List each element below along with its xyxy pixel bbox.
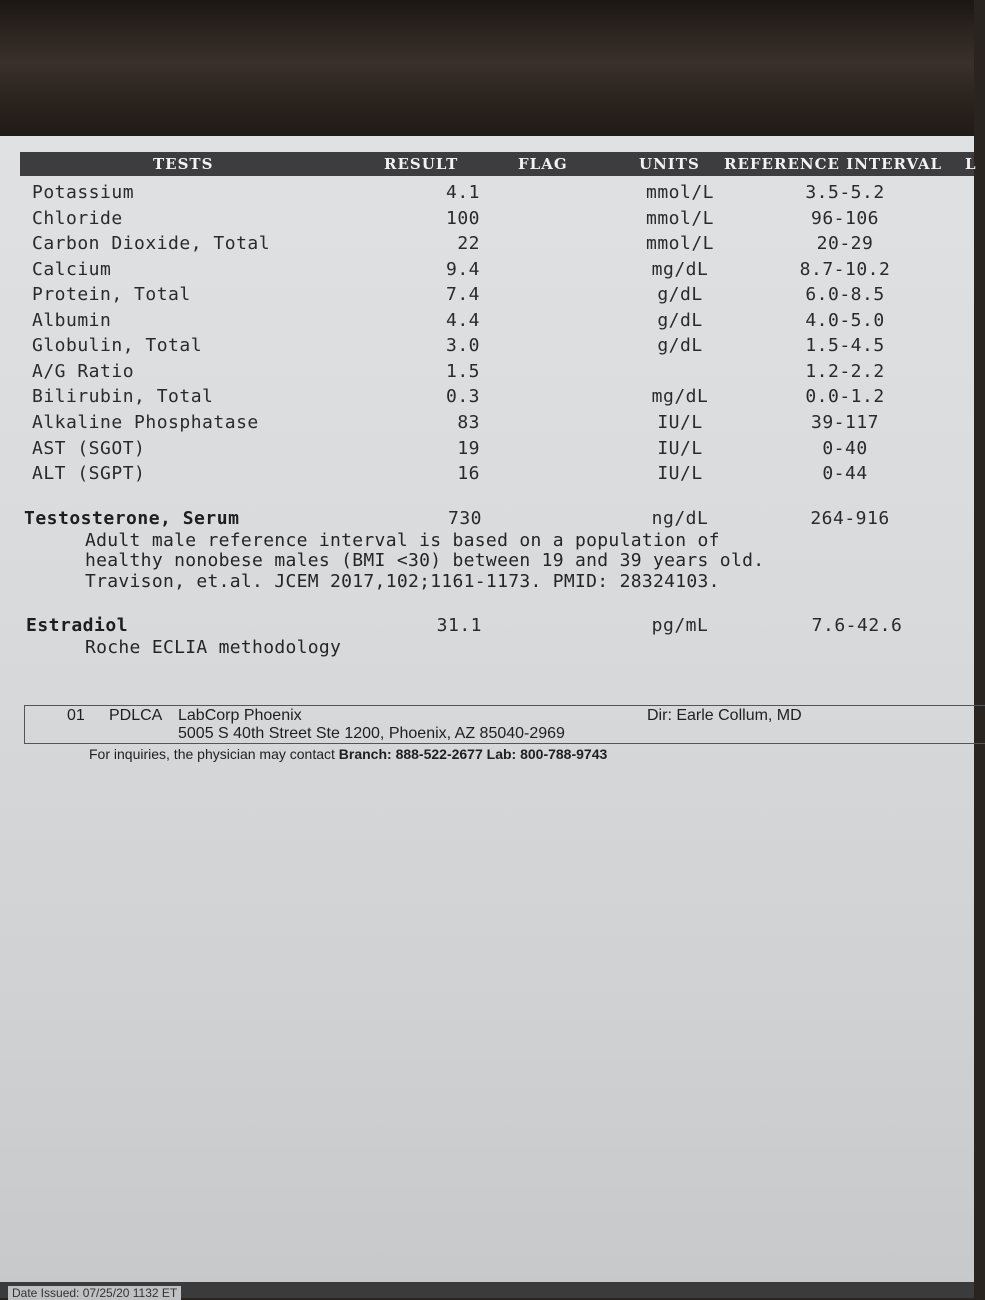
test-result: 7.4	[445, 284, 480, 305]
test-name: Testosterone, Serum	[24, 508, 240, 529]
test-name: Globulin, Total	[32, 335, 203, 356]
test-result: 0.3	[445, 386, 480, 407]
header-flag: FLAG	[518, 155, 568, 173]
test-result: 16	[457, 463, 480, 484]
lab-code: 01	[67, 707, 85, 724]
testosterone-note-line3: Travison, et.al. JCEM 2017,102;1161-1173. PMID: 28324103.	[85, 571, 720, 592]
testosterone-note-line1: Adult male reference interval is based on a population of	[85, 530, 720, 551]
test-result: 730	[447, 508, 482, 529]
test-name: Estradiol	[26, 615, 129, 636]
test-units: IU/L	[657, 463, 703, 484]
test-reference: 0-44	[822, 463, 868, 484]
results-table-header	[20, 152, 977, 176]
test-units: g/dL	[657, 284, 703, 305]
test-reference: 0-40	[822, 438, 868, 459]
lab-name: LabCorp Phoenix	[178, 707, 302, 724]
test-name: Calcium	[32, 259, 112, 280]
test-name: Potassium	[32, 182, 135, 203]
test-result: 31.1	[436, 615, 482, 636]
test-reference: 4.0-5.0	[805, 310, 885, 331]
test-reference: 20-29	[816, 233, 874, 254]
test-name: Bilirubin, Total	[32, 386, 214, 407]
table-background	[0, 0, 974, 140]
test-reference: 1.5-4.5	[805, 335, 885, 356]
test-units: IU/L	[657, 438, 703, 459]
testosterone-note-line2: healthy nonobese males (BMI <30) between 19 and 39 years old.	[85, 550, 765, 571]
test-name: Protein, Total	[32, 284, 191, 305]
test-result: 4.4	[445, 310, 480, 331]
test-name: A/G Ratio	[32, 361, 135, 382]
test-result: 4.1	[445, 182, 480, 203]
test-reference: 0.0-1.2	[805, 386, 885, 407]
test-reference: 6.0-8.5	[805, 284, 885, 305]
test-result: 9.4	[445, 259, 480, 280]
test-name: ALT (SGPT)	[32, 463, 146, 484]
header-extra: L	[965, 155, 977, 173]
test-result: 83	[457, 412, 480, 433]
test-reference: 8.7-10.2	[799, 259, 891, 280]
header-units: UNITS	[639, 155, 700, 173]
header-result: RESULT	[384, 155, 459, 173]
test-units: mmol/L	[645, 182, 715, 203]
lab-site: PDLCA	[109, 707, 163, 724]
lab-director: Dir: Earle Collum, MD	[647, 707, 802, 724]
test-reference: 96-106	[810, 208, 880, 229]
test-units: g/dL	[657, 335, 703, 356]
test-reference: 264-916	[810, 508, 890, 529]
date-issued: Date Issued: 07/25/20 1132 ET	[8, 1286, 181, 1300]
inquiry-phone-numbers: Branch: 888-522-2677 Lab: 800-788-9743	[338, 746, 608, 762]
test-units: pg/mL	[651, 615, 709, 636]
lab-address: 5005 S 40th Street Ste 1200, Phoenix, AZ 85040-2969	[178, 725, 565, 742]
test-reference: 39-117	[810, 412, 880, 433]
test-name: AST (SGOT)	[32, 438, 146, 459]
inquiry-prefix: For inquiries, the physician may contact	[89, 746, 339, 762]
test-name: Alkaline Phosphatase	[32, 412, 259, 433]
test-name: Albumin	[32, 310, 112, 331]
estradiol-note: Roche ECLIA methodology	[85, 637, 342, 658]
header-reference-interval: REFERENCE INTERVAL	[724, 155, 943, 173]
inquiry-contact	[89, 746, 607, 762]
test-reference: 3.5-5.2	[805, 182, 885, 203]
test-units: mmol/L	[645, 233, 715, 254]
test-units: ng/dL	[651, 508, 709, 529]
test-result: 3.0	[445, 335, 480, 356]
test-result: 100	[445, 208, 480, 229]
test-units: g/dL	[657, 310, 703, 331]
lab-info-box	[24, 705, 985, 744]
test-units: mmol/L	[645, 208, 715, 229]
test-name: Carbon Dioxide, Total	[32, 233, 271, 254]
test-reference: 1.2-2.2	[805, 361, 885, 382]
test-reference: 7.6-42.6	[811, 615, 903, 636]
test-units: mg/dL	[651, 259, 709, 280]
header-tests: TESTS	[153, 155, 214, 173]
test-name: Chloride	[32, 208, 123, 229]
test-result: 19	[457, 438, 480, 459]
test-units: mg/dL	[651, 386, 709, 407]
test-result: 22	[457, 233, 480, 254]
test-units: IU/L	[657, 412, 703, 433]
test-result: 1.5	[445, 361, 480, 382]
